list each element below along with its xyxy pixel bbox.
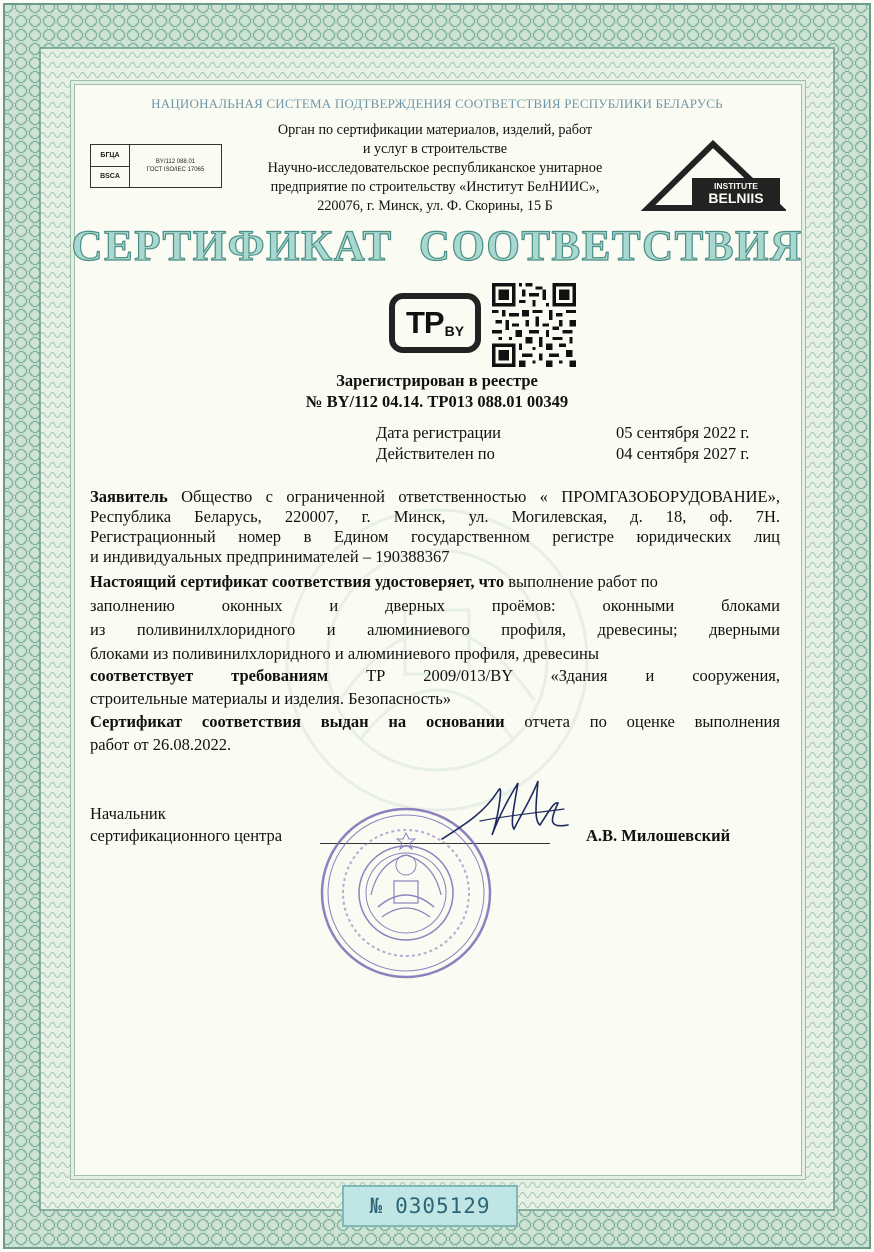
registry-heading: Зарегистрирован в реестре — [336, 371, 538, 390]
institute-belniis-logo — [640, 138, 786, 212]
applicant-label: Заявитель — [90, 487, 168, 506]
basis-label: Сертификат соответствия выдан на основании — [90, 712, 505, 731]
org-line: предприятие по строительству «Институт БелНИИС», — [270, 179, 600, 195]
certifies-text: выполнение работ по — [504, 572, 658, 591]
certifies-line: заполнению оконных и дверных проёмов: оконными блоками — [90, 596, 780, 615]
complies-text: ТР 2009/013/BY «Здания и сооружения, — [328, 666, 780, 685]
accreditation-number: BY/112 088.01 — [155, 159, 196, 165]
org-line: 220076, г. Минск, ул. Ф. Скорины, 15 Б — [317, 198, 553, 214]
certificate-title: СЕРТИФИКАТ СООТВЕТСТВИЯ — [71, 223, 803, 270]
certification-body — [200, 121, 670, 216]
signatory-position-line2: сертификационного центра — [90, 826, 283, 845]
complies-line — [90, 666, 780, 686]
valid-until-value: 04 сентября 2027 г. — [616, 444, 750, 463]
signatory-name: А.В. Милошевский — [586, 826, 731, 845]
tr-mark-main: TP — [405, 305, 444, 340]
basis-line — [90, 712, 780, 732]
org-line: Орган по сертификации материалов, изделий, работ — [277, 122, 593, 138]
qr-code — [492, 283, 576, 367]
tr-conformity-mark — [389, 293, 481, 353]
signatory-position-line1: Начальник — [90, 804, 166, 823]
applicant-line: Республика Беларусь, 220007, г. Минск, ул. Могилевская, д. 18, оф. 7Н. — [90, 507, 780, 526]
registration-date-label: Дата регистрации — [376, 423, 501, 442]
accreditation-label-en: BSCA — [100, 173, 120, 181]
applicant-text: Общество с ограниченной ответственностью « ПРОМГАЗОБОРУДОВАНИЕ», — [167, 487, 780, 506]
applicant-line: и индивидуальных предпринимателей – 190388367 — [90, 547, 450, 566]
applicant-line — [90, 487, 780, 507]
basis-text: отчета по оценке выполнения — [504, 712, 780, 731]
complies-label: соответствует требованиям — [90, 666, 329, 685]
accreditation-label-ru: БГЦА — [91, 145, 129, 167]
serial-number-symbol: № — [369, 1194, 384, 1218]
serial-number: 0305129 — [395, 1194, 491, 1218]
system-name: НАЦИОНАЛЬНАЯ СИСТЕМА ПОДТВЕРЖДЕНИЯ СООТВЕТСТВИЯ РЕСПУБЛИКИ БЕЛАРУСЬ — [151, 96, 723, 111]
certifies-line: блоками из поливинилхлоридного и алюминиевого профиля, древесины — [90, 644, 599, 663]
registration-date-value: 05 сентября 2022 г. — [616, 423, 750, 442]
applicant-line: Регистрационный номер в Едином государственном регистре юридических лиц — [90, 527, 780, 546]
basis-line: работ от 26.08.2022. — [90, 735, 232, 754]
tr-mark-sub: BY — [444, 323, 465, 339]
certifies-line — [90, 572, 780, 592]
handwritten-signature — [440, 773, 570, 853]
certifies-label: Настоящий сертификат соответствия удостоверяет, что — [90, 572, 505, 591]
institute-logo-line1: INSTITUTE — [714, 181, 758, 191]
serial-number-box — [342, 1185, 518, 1227]
org-line: Научно-исследовательское республиканское унитарное — [267, 160, 603, 176]
registry-number: № BY/112 04.14. ТР013 088.01 00349 — [305, 392, 569, 411]
institute-logo-line2: BELNIIS — [708, 190, 764, 206]
accreditation-standard: ГОСТ ISO/IEC 17065 — [146, 167, 205, 173]
complies-line: строительные материалы и изделия. Безопасность» — [90, 689, 452, 708]
org-line: и услуг в строительстве — [362, 141, 508, 157]
valid-until-label: Действителен по — [376, 444, 495, 463]
certifies-line: из поливинилхлоридного и алюминиевого профиля, древесины; дверными — [90, 620, 780, 639]
